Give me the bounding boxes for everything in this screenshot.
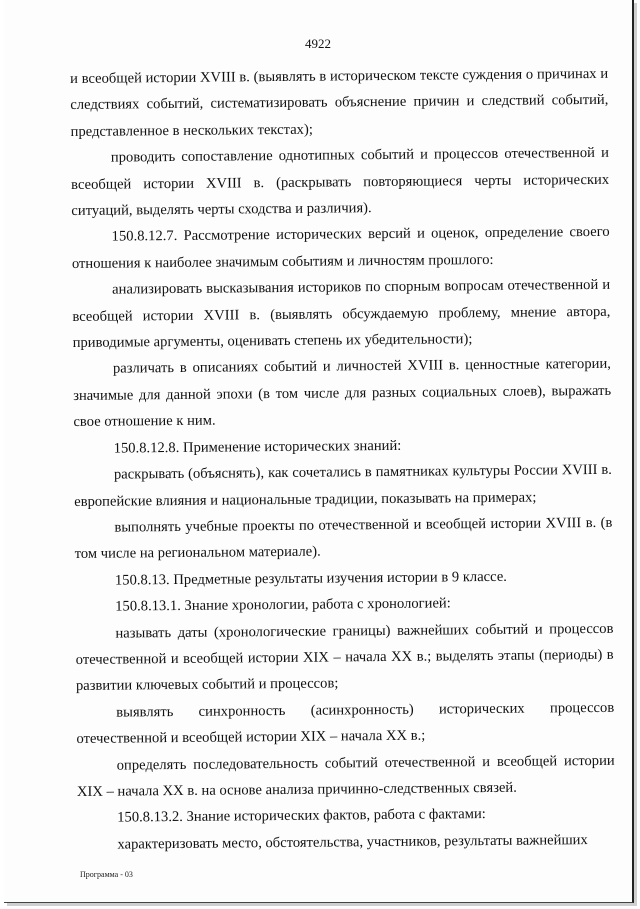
paragraph-9: 150.8.13. Предметные результаты изучения истории в 9 классе. — [114, 568, 507, 589]
paragraph-10: 150.8.13.1. Знание хронологии, работа с хронологией: — [115, 595, 451, 615]
page-number: 4922 — [305, 36, 331, 51]
paragraph-3: 150.8.12.7. Рассмотрение исторических версий и оценок, определение своего отношения к наиболее значимым событиям и личностям прошлого: — [71, 224, 610, 272]
paragraph-8: выполнять учебные проекты по отечественной и всеобщей истории XVIII в. (в том числе на региональном материале). — [74, 514, 613, 563]
paragraph-4: анализировать высказывания историков по спорным вопросам отечественной и всеобщей истории XVIII в. (выявлять обсуждаемую проблему, мнение автора, приводимые аргументы, оценивать степень их убедительности); — [72, 277, 611, 352]
paragraph-11: называть даты (хронологические границы) важнейших событий и процессов отечественной и всеобщей истории XIX – начала XX в.; выделять этапы (периоды) в развитии ключевых событий и процессов; — [75, 620, 614, 695]
paragraph-13: определять последовательность событий отечественной и всеобщей истории XIX – начала XX в. на основе анализа причинно-следственных связей. — [76, 752, 615, 800]
document-body — [70, 61, 616, 858]
paragraph-12: выявлять синхронность (асинхронность) исторических процессов отечественной и всеобщей истории XIX – начала XX в.; — [76, 699, 615, 748]
paragraph-1: и всеобщей истории XVIII в. (выявлять в историческом тексте суждения о причинах и следствиях событий, систематизировать объяснение причин и следствий событий, представленное в нескольких текстах); — [70, 65, 609, 140]
paragraph-7: раскрывать (объяснять), как сочетались в памятниках культуры России XVIII в. европейские влияния и национальные традиции, показывать на примерах; — [74, 461, 612, 510]
paragraph-14: 150.8.13.2. Знание исторических фактов, работа с фактами: — [117, 806, 486, 826]
paragraph-15: характеризовать место, обстоятельства, участников, результаты важнейших — [117, 831, 588, 853]
document-page — [4, 0, 634, 903]
paragraph-2: проводить сопоставление однотипных событий и процессов отечественной и всеобщей истории XVIII в. (раскрывать повторяющиеся черты исторических ситуаций, выделять черты сходства и различия). — [71, 145, 610, 220]
paragraph-6: 150.8.12.8. Применение исторических знаний: — [113, 437, 402, 457]
footer-label: Программа - 03 — [80, 870, 133, 879]
paragraph-5: различать в описаниях событий и личностей XVIII в. ценностные категории, значимые для данной эпохи (в том числе для разных социальных слоев), выражать свое отношение к ним. — [73, 356, 612, 431]
